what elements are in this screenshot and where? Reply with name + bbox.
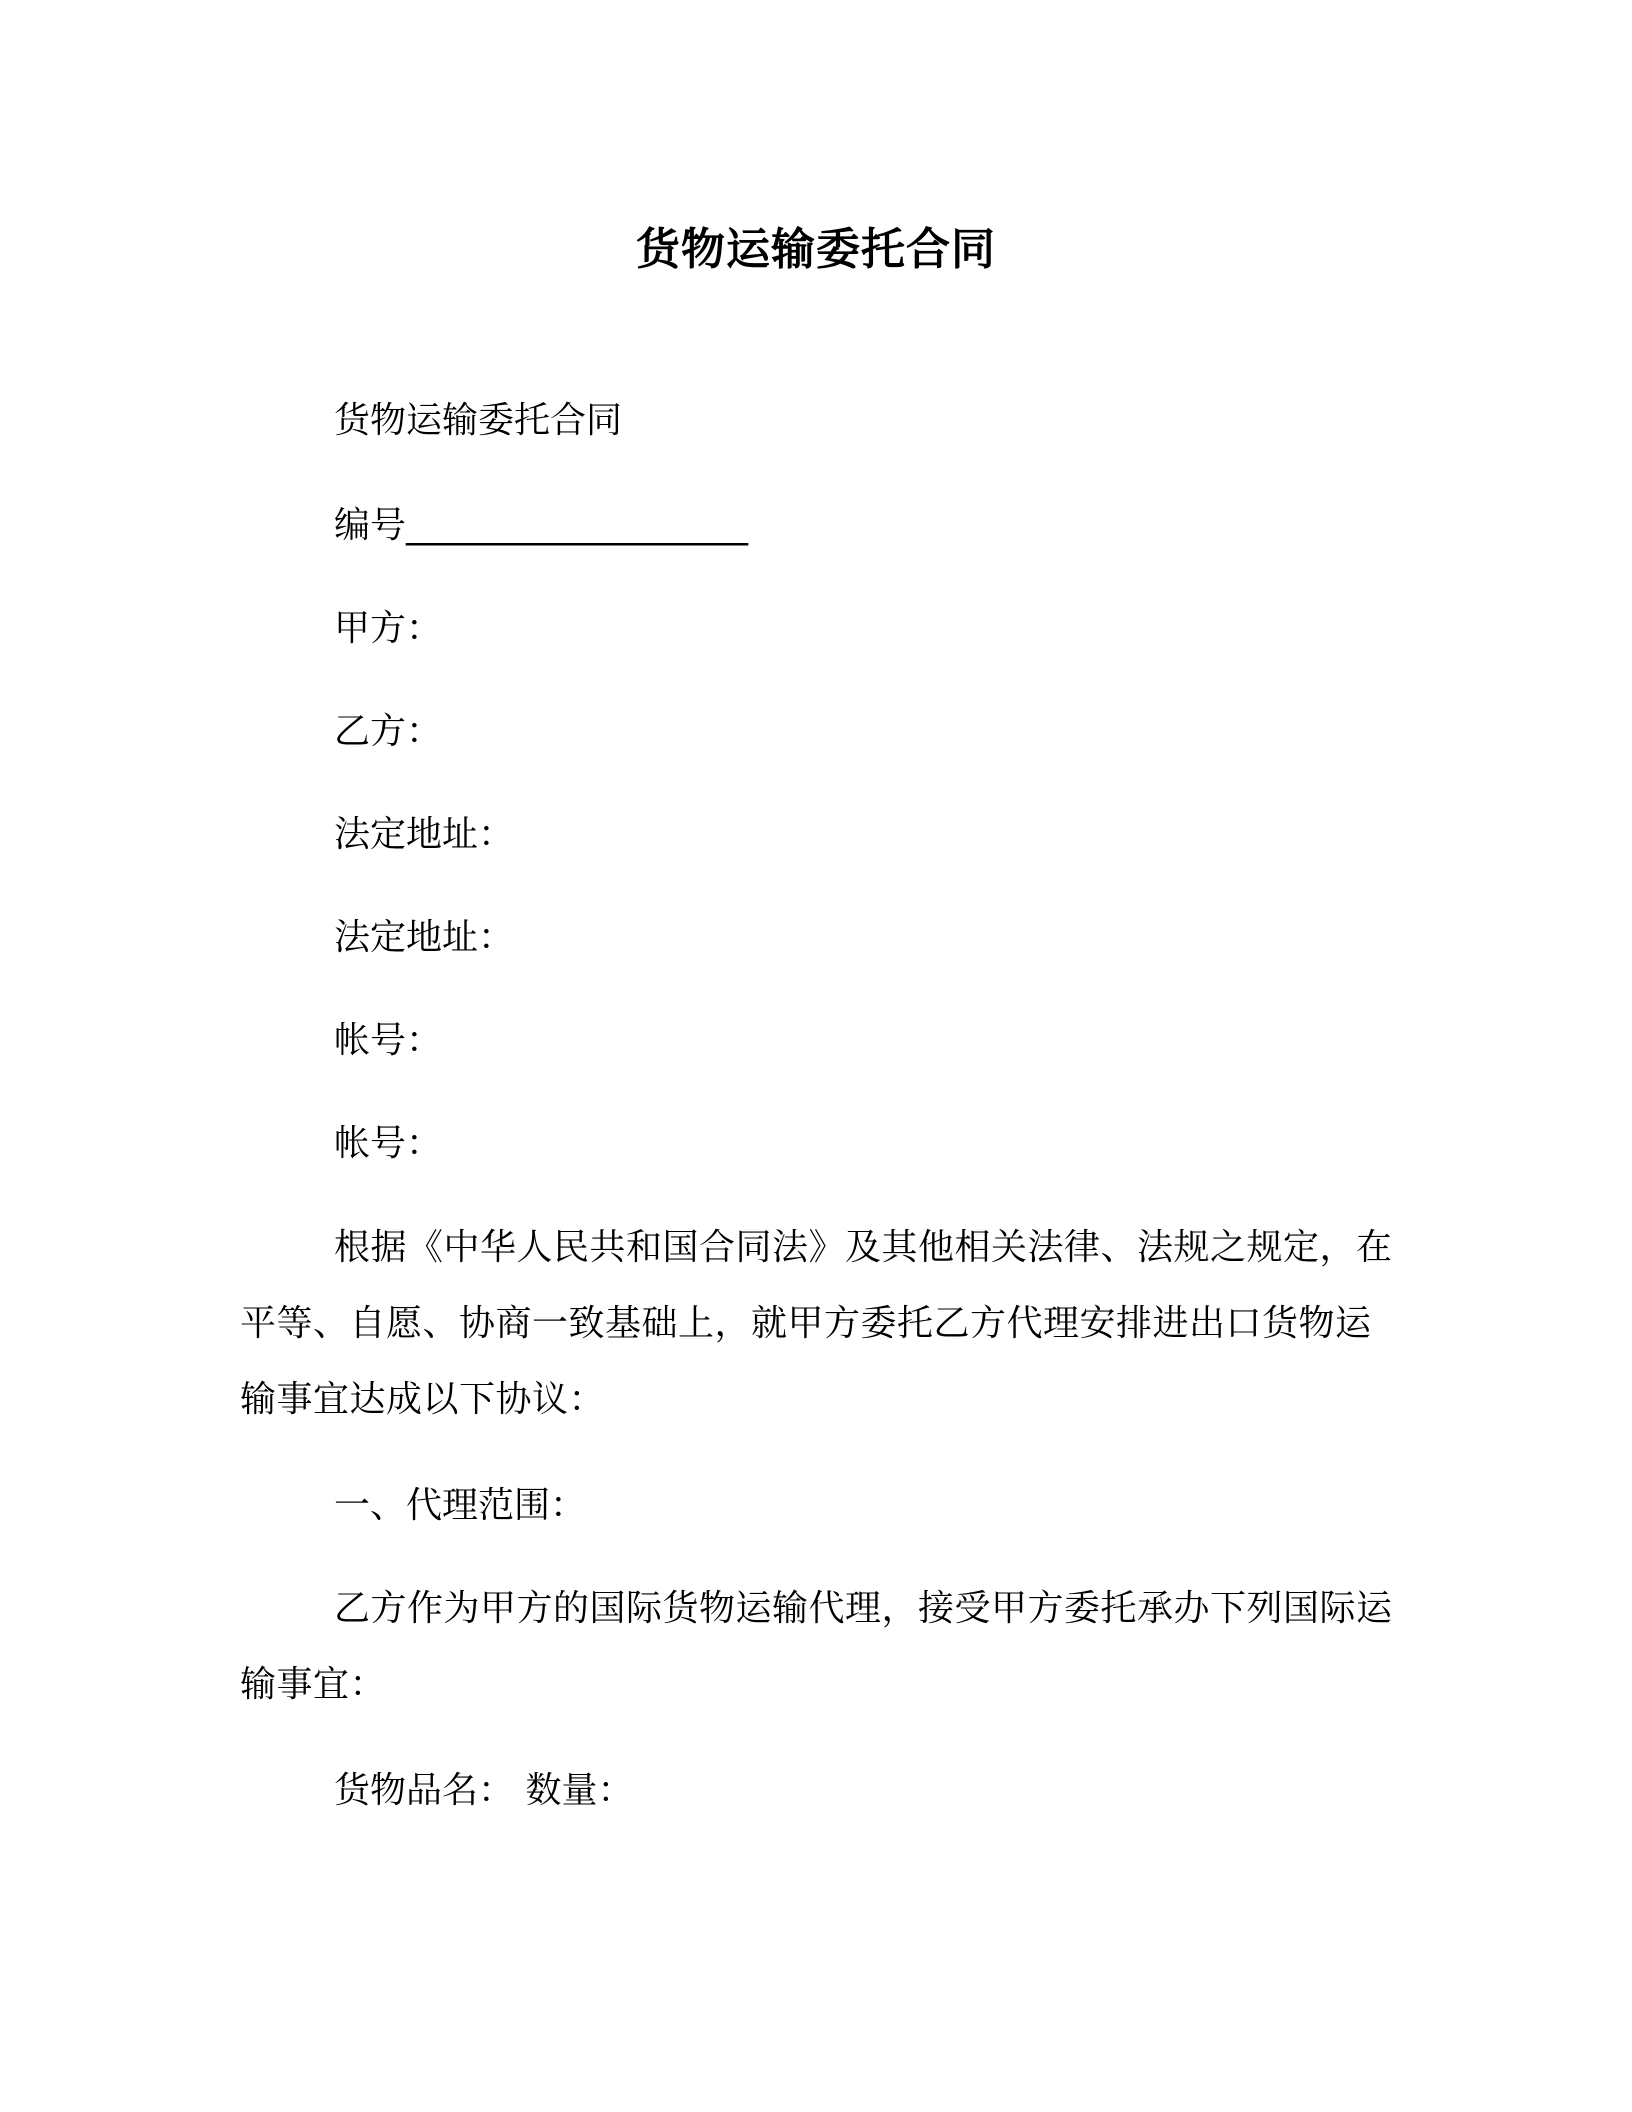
section-1-paragraph: 乙方作为甲方的国际货物运输代理，接受甲方委托承办下列国际运输事宜： bbox=[240, 1588, 1393, 1705]
address-a-field: 法定地址： bbox=[334, 814, 515, 855]
account-a-field: 帐号： bbox=[334, 1020, 443, 1061]
goods-line: 货物品名： 数量： bbox=[334, 1770, 634, 1811]
party-b-field: 乙方： bbox=[334, 711, 443, 752]
address-b-field: 法定地址： bbox=[334, 917, 515, 958]
preamble-paragraph: 根据《中华人民共和国合同法》及其他相关法律、法规之规定，在平等、自愿、协商一致基础上，就甲方委托乙方代理安排进出口货物运输事宜达成以下协议： bbox=[240, 1227, 1393, 1420]
party-a-field: 甲方： bbox=[334, 608, 443, 649]
section-1-heading: 一、代理范围： bbox=[334, 1485, 587, 1526]
document-subtitle: 货物运输委托合同 bbox=[334, 400, 623, 441]
document-title: 货物运输委托合同 bbox=[636, 224, 996, 275]
contract-number-field: 编号___________________ bbox=[334, 505, 749, 546]
account-b-field: 帐号： bbox=[334, 1123, 443, 1164]
